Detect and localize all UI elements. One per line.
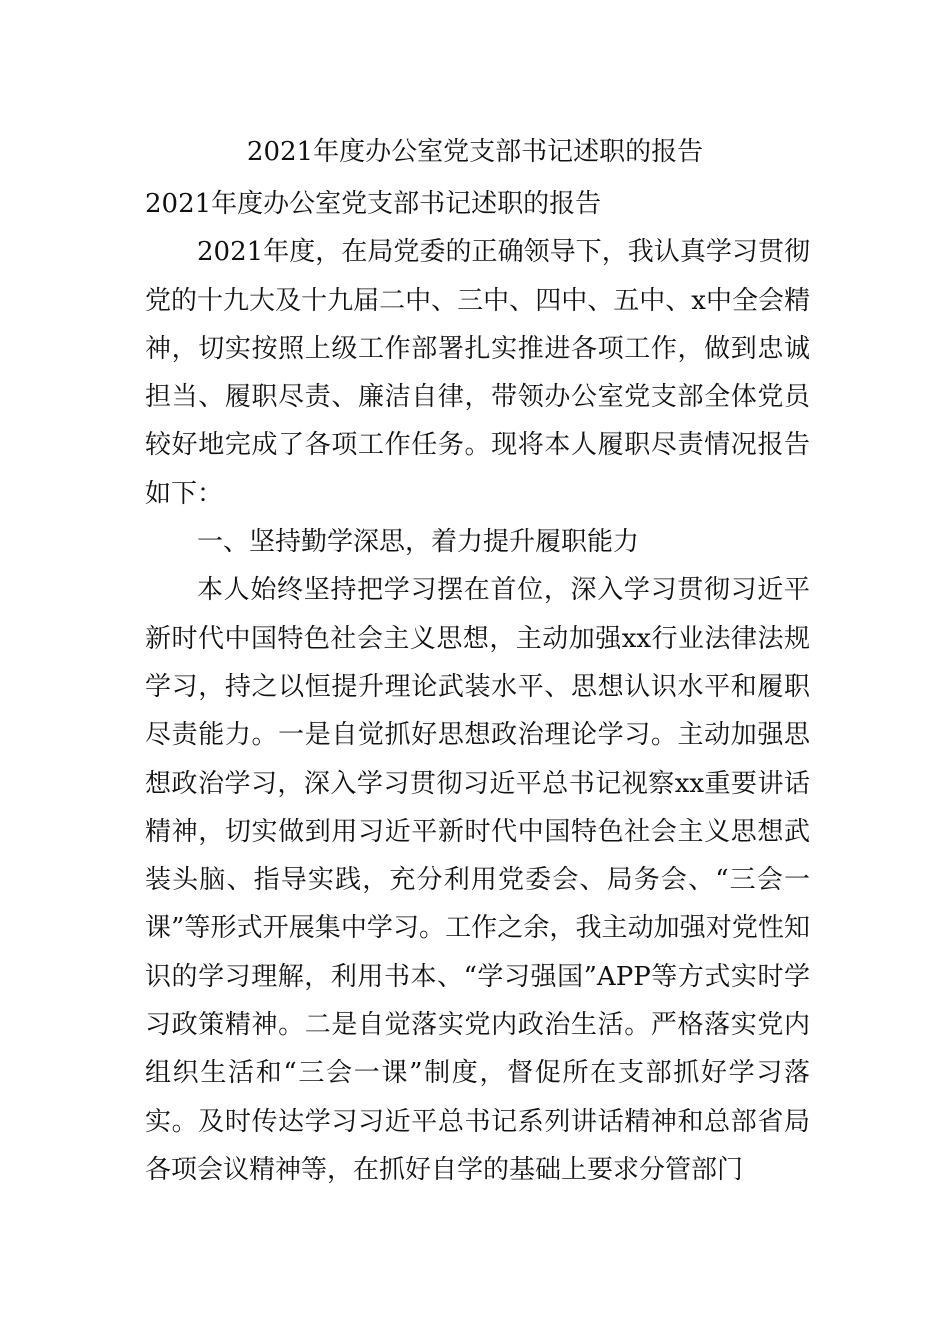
paragraph-intro: 2021年度，在局党委的正确领导下，我认真学习贯彻党的十九大及十九届二中、三中、四中、五中、x中全会精神，切实按照上级工作部署扎实推进各项工作，做到忠诚担当、履职尽责、廉洁自律，带领办公室党支部全体党员较好地完成了各项工作任务。现将本人履职尽责情况报告如下： bbox=[145, 237, 810, 509]
document-body bbox=[145, 180, 810, 1194]
section-heading-1: 一、坚持勤学深思，着力提升履职能力 bbox=[197, 527, 640, 558]
document-title: 2021年度办公室党支部书记述职的报告 bbox=[246, 137, 704, 167]
paragraph-section-1: 本人始终坚持把学习摆在首位，深入学习贯彻习近平新时代中国特色社会主义思想，主动加强xx行业法律法规学习，持之以恒提升理论武装水平、思想认识水平和履职尽责能力。一是自觉抓好思想政治理论学习。主动加强思想政治学习，深入学习贯彻习近平总书记视察xx重要讲话精神，切实做到用习近平新时代中国特色社会主义思想武装头脑、指导实践，充分利用党委会、局务会、“三会一课”等形式开展集中学习。工作之余，我主动加强对党性知识的学习理解，利用书本、“学习强国”APP等方式实时学习政策精神。二是自觉落实党内政治生活。严格落实党内组织生活和“三会一课”制度，督促所在支部抓好学习落实。及时传达学习习近平总书记系列讲话精神和总部省局各项会议精神等，在抓好自学的基础上要求分管部门 bbox=[145, 575, 810, 1185]
document-subtitle: 2021年度办公室党支部书记述职的报告 bbox=[145, 189, 602, 219]
